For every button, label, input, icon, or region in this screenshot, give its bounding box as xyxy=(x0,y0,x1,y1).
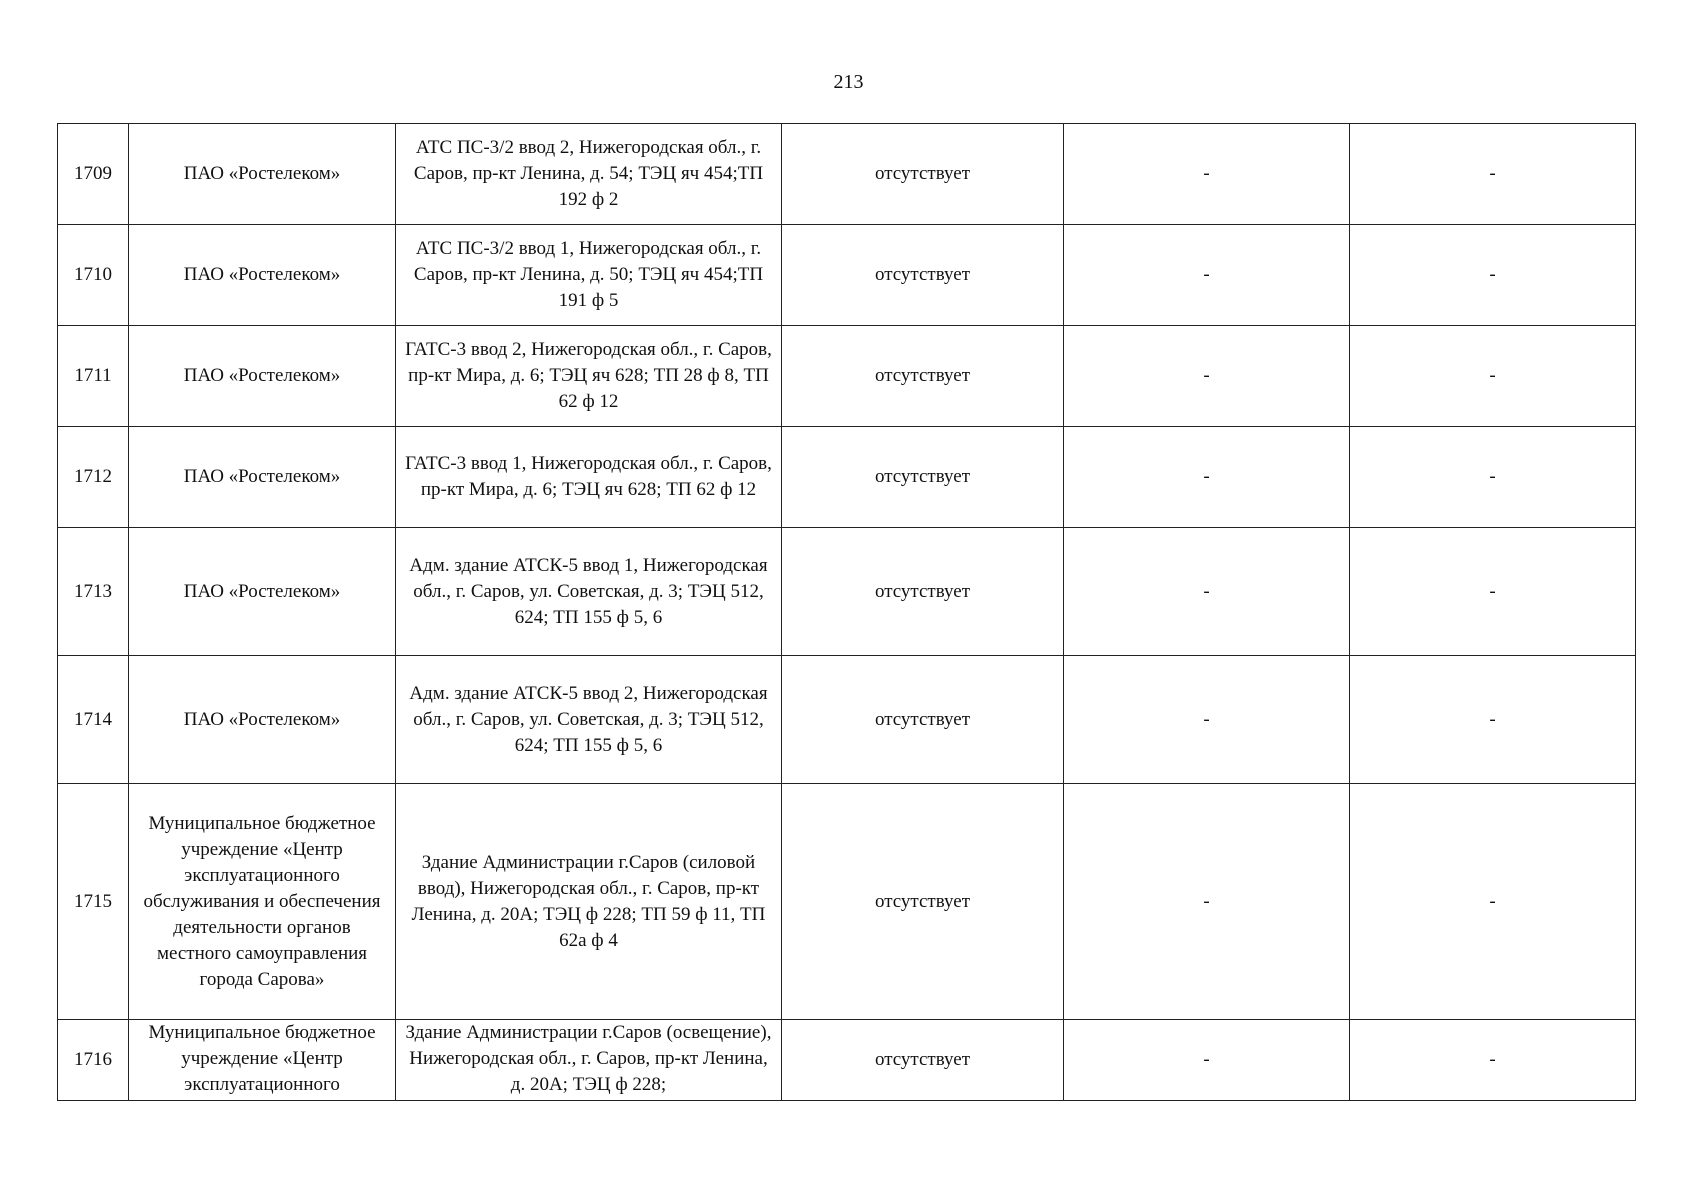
column-6-cell: - xyxy=(1350,528,1636,656)
row-number: 1710 xyxy=(58,225,129,326)
column-6-cell: - xyxy=(1350,124,1636,225)
status-cell: отсутствует xyxy=(782,784,1064,1020)
table-row xyxy=(58,225,1636,326)
column-6-cell: - xyxy=(1350,427,1636,528)
organization-cell: ПАО «Ростелеком» xyxy=(129,528,396,656)
organization-cell: ПАО «Ростелеком» xyxy=(129,427,396,528)
column-6-cell: - xyxy=(1350,326,1636,427)
status-cell: отсутствует xyxy=(782,225,1064,326)
status-cell: отсутствует xyxy=(782,528,1064,656)
organization-cell: ПАО «Ростелеком» xyxy=(129,326,396,427)
row-number: 1714 xyxy=(58,656,129,784)
row-number: 1711 xyxy=(58,326,129,427)
address-cell: ГАТС-3 ввод 1, Нижегородская обл., г. Саров, пр-кт Мира, д. 6; ТЭЦ яч 628; ТП 62 ф 12 xyxy=(396,427,782,528)
column-6-cell: - xyxy=(1350,784,1636,1020)
row-number: 1716 xyxy=(58,1020,129,1101)
page-number: 213 xyxy=(833,71,864,93)
column-6-cell: - xyxy=(1350,1020,1636,1101)
table-row xyxy=(58,124,1636,225)
column-5-cell: - xyxy=(1064,784,1350,1020)
address-cell: АТС ПС-3/2 ввод 2, Нижегородская обл., г. Саров, пр-кт Ленина, д. 54; ТЭЦ яч 454;ТП 192 ф 2 xyxy=(396,124,782,225)
column-6-cell: - xyxy=(1350,225,1636,326)
table-row xyxy=(58,656,1636,784)
row-number: 1715 xyxy=(58,784,129,1020)
column-5-cell: - xyxy=(1064,528,1350,656)
address-cell: Адм. здание АТСК-5 ввод 1, Нижегородская обл., г. Саров, ул. Советская, д. 3; ТЭЦ 512, 624; ТП 155 ф 5, 6 xyxy=(396,528,782,656)
address-cell: Здание Администрации г.Саров (освещение), Нижегородская обл., г. Саров, пр-кт Ленина, д. 20А; ТЭЦ ф 228; xyxy=(396,1020,782,1101)
organization-cell: Муниципальное бюджетное учреждение «Центр эксплуатационного xyxy=(129,1020,396,1101)
column-6-cell: - xyxy=(1350,656,1636,784)
address-cell: ГАТС-3 ввод 2, Нижегородская обл., г. Саров, пр-кт Мира, д. 6; ТЭЦ яч 628; ТП 28 ф 8, ТП 62 ф 12 xyxy=(396,326,782,427)
table-row xyxy=(58,427,1636,528)
column-5-cell: - xyxy=(1064,225,1350,326)
table-row xyxy=(58,1020,1636,1101)
table-row xyxy=(58,326,1636,427)
status-cell: отсутствует xyxy=(782,124,1064,225)
column-5-cell: - xyxy=(1064,1020,1350,1101)
column-5-cell: - xyxy=(1064,326,1350,427)
address-cell: Адм. здание АТСК-5 ввод 2, Нижегородская обл., г. Саров, ул. Советская, д. 3; ТЭЦ 512, 624; ТП 155 ф 5, 6 xyxy=(396,656,782,784)
status-cell: отсутствует xyxy=(782,326,1064,427)
status-cell: отсутствует xyxy=(782,656,1064,784)
organization-cell: ПАО «Ростелеком» xyxy=(129,124,396,225)
row-number: 1709 xyxy=(58,124,129,225)
status-cell: отсутствует xyxy=(782,1020,1064,1101)
organization-cell: Муниципальное бюджетное учреждение «Центр эксплуатационного обслуживания и обеспечения деятельности органов местного самоуправления города Сарова» xyxy=(129,784,396,1020)
row-number: 1713 xyxy=(58,528,129,656)
table-row xyxy=(58,528,1636,656)
address-cell: Здание Администрации г.Саров (силовой ввод), Нижегородская обл., г. Саров, пр-кт Ленина, д. 20А; ТЭЦ ф 228; ТП 59 ф 11, ТП 62а ф 4 xyxy=(396,784,782,1020)
address-cell: АТС ПС-3/2 ввод 1, Нижегородская обл., г. Саров, пр-кт Ленина, д. 50; ТЭЦ яч 454;ТП 191 ф 5 xyxy=(396,225,782,326)
status-cell: отсутствует xyxy=(782,427,1064,528)
column-5-cell: - xyxy=(1064,124,1350,225)
organization-cell: ПАО «Ростелеком» xyxy=(129,656,396,784)
column-5-cell: - xyxy=(1064,656,1350,784)
registry-table xyxy=(57,123,1636,1101)
row-number: 1712 xyxy=(58,427,129,528)
column-5-cell: - xyxy=(1064,427,1350,528)
table-row xyxy=(58,784,1636,1020)
organization-cell: ПАО «Ростелеком» xyxy=(129,225,396,326)
